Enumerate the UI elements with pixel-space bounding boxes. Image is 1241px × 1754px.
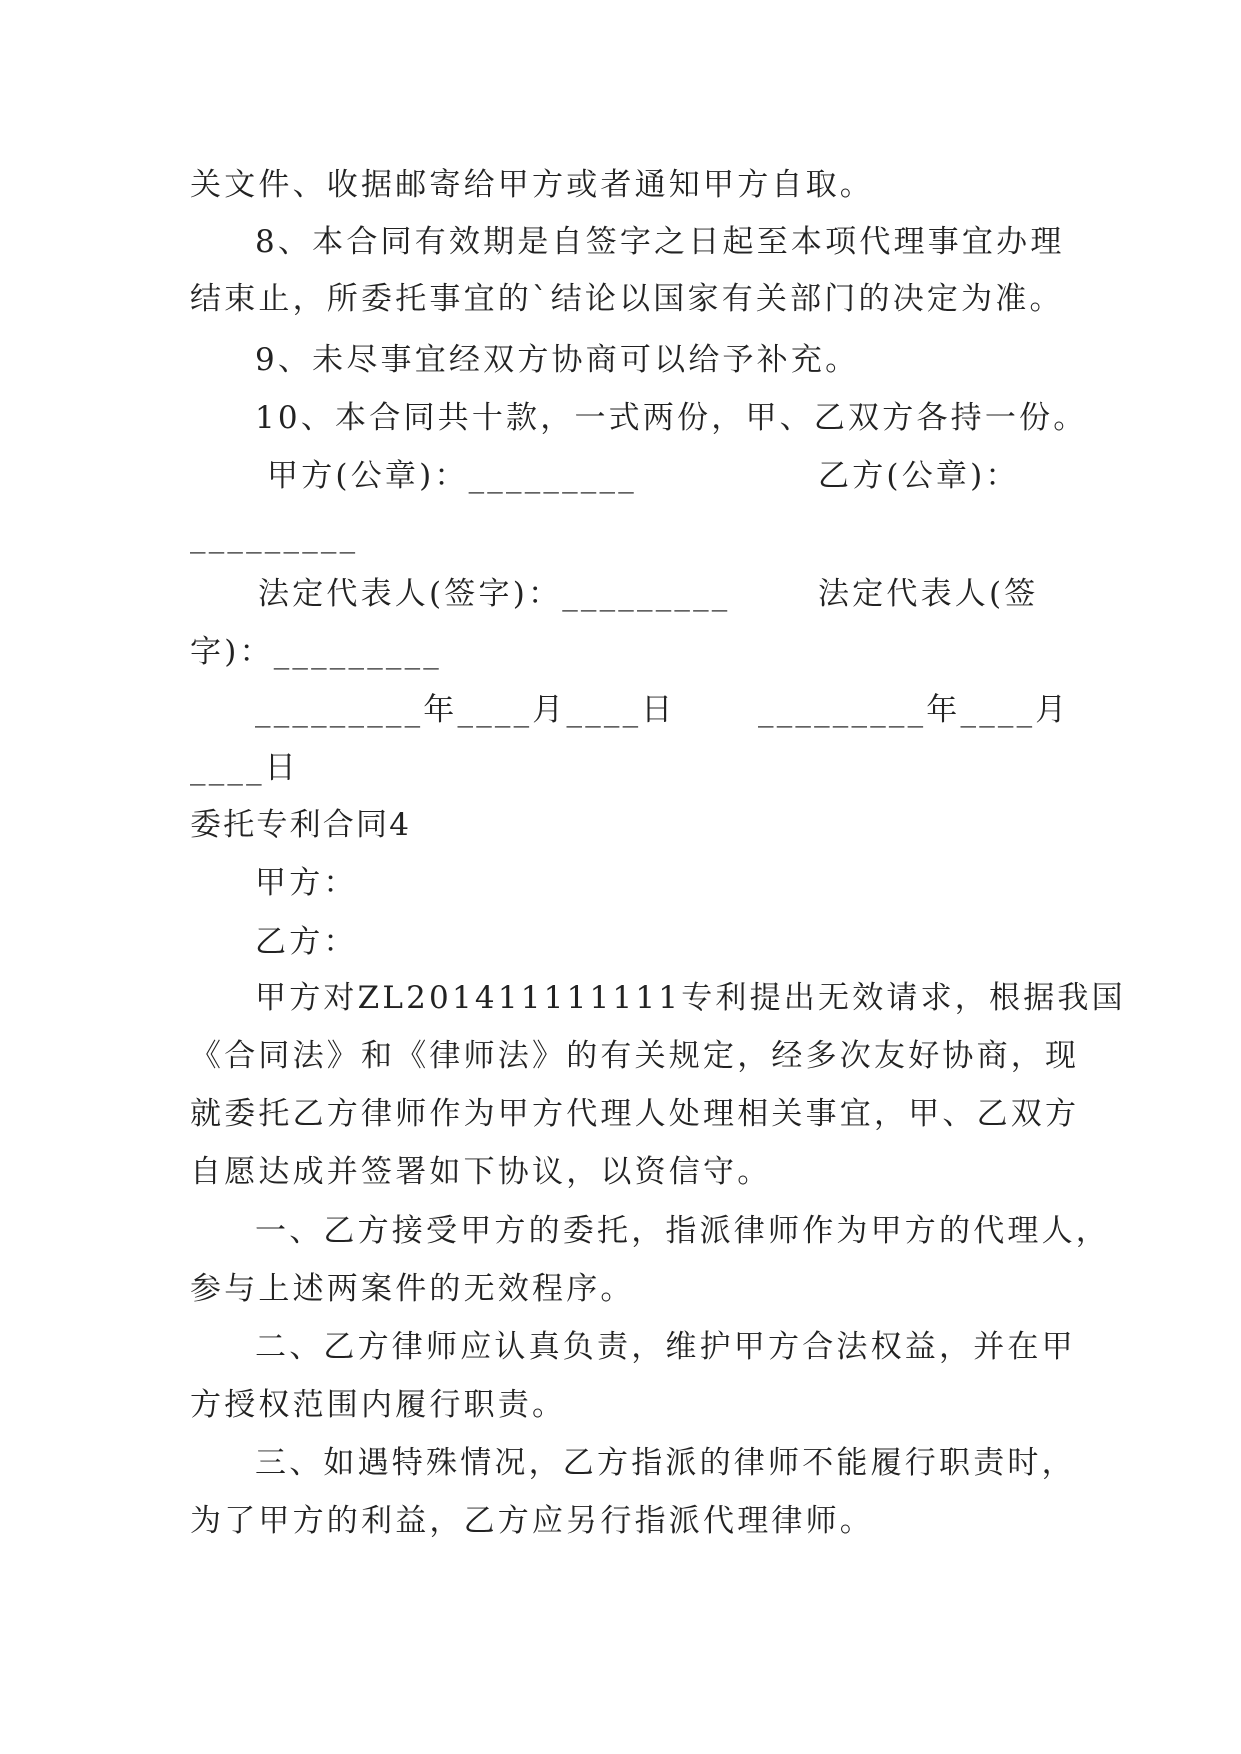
preamble-line: 自愿达成并签署如下协议，以资信守。 [190,1154,772,1190]
preamble-line: 甲方对ZL201411111111专利提出无效请求，根据我国 [255,980,1126,1016]
party-a-seal-line: 甲方(公章)：_________ [267,458,637,494]
paragraph-line: 关文件、收据邮寄给甲方或者通知甲方自取。 [190,167,874,203]
article-3-continuation: 为了甲方的利益，乙方应另行指派代理律师。 [190,1503,874,1539]
party-a-representative-line: 法定代表人(签字)：_________ [258,576,731,612]
clause-10-line: 10、本合同共十款，一式两份，甲、乙双方各持一份。 [255,400,1088,436]
preamble-line: 《合同法》和《律师法》的有关规定，经多次友好协商，现 [190,1038,1080,1074]
contract-title: 委托专利合同4 [190,807,412,843]
party-b-seal-label: 乙方(公章)： [818,458,1020,494]
party-b-date-line: _________年____月 [758,692,1070,728]
clause-9-line: 9、未尽事宜经双方协商可以给予补充。 [255,342,860,378]
preamble-line: 就委托乙方律师作为甲方代理人处理相关事宜，甲、乙双方 [190,1096,1080,1132]
clause-8-line: 8、本合同有效期是自签字之日起至本项代理事宜办理 [255,224,1065,260]
article-1-continuation: 参与上述两案件的无效程序。 [190,1271,635,1307]
article-2-continuation: 方授权范围内履行职责。 [190,1387,567,1423]
article-2-line: 二、乙方律师应认真负责，维护甲方合法权益，并在甲 [255,1329,1076,1365]
party-b-date-day: ____日 [190,750,299,786]
clause-8-continuation: 结束止，所委托事宜的`结论以国家有关部门的决定为准。 [190,281,1064,317]
party-b-representative-blank: 字)：_________ [190,634,442,670]
party-b-seal-blank: _________ [190,518,359,554]
party-a-date-line: _________年____月____日 [255,692,676,728]
article-3-line: 三、如遇特殊情况，乙方指派的律师不能履行职责时， [255,1445,1076,1481]
article-1-line: 一、乙方接受甲方的委托，指派律师作为甲方的代理人， [255,1213,1110,1249]
party-a-label: 甲方： [255,865,358,901]
party-b-representative-label: 法定代表人(签 [818,576,1039,612]
party-b-label: 乙方： [255,924,358,960]
